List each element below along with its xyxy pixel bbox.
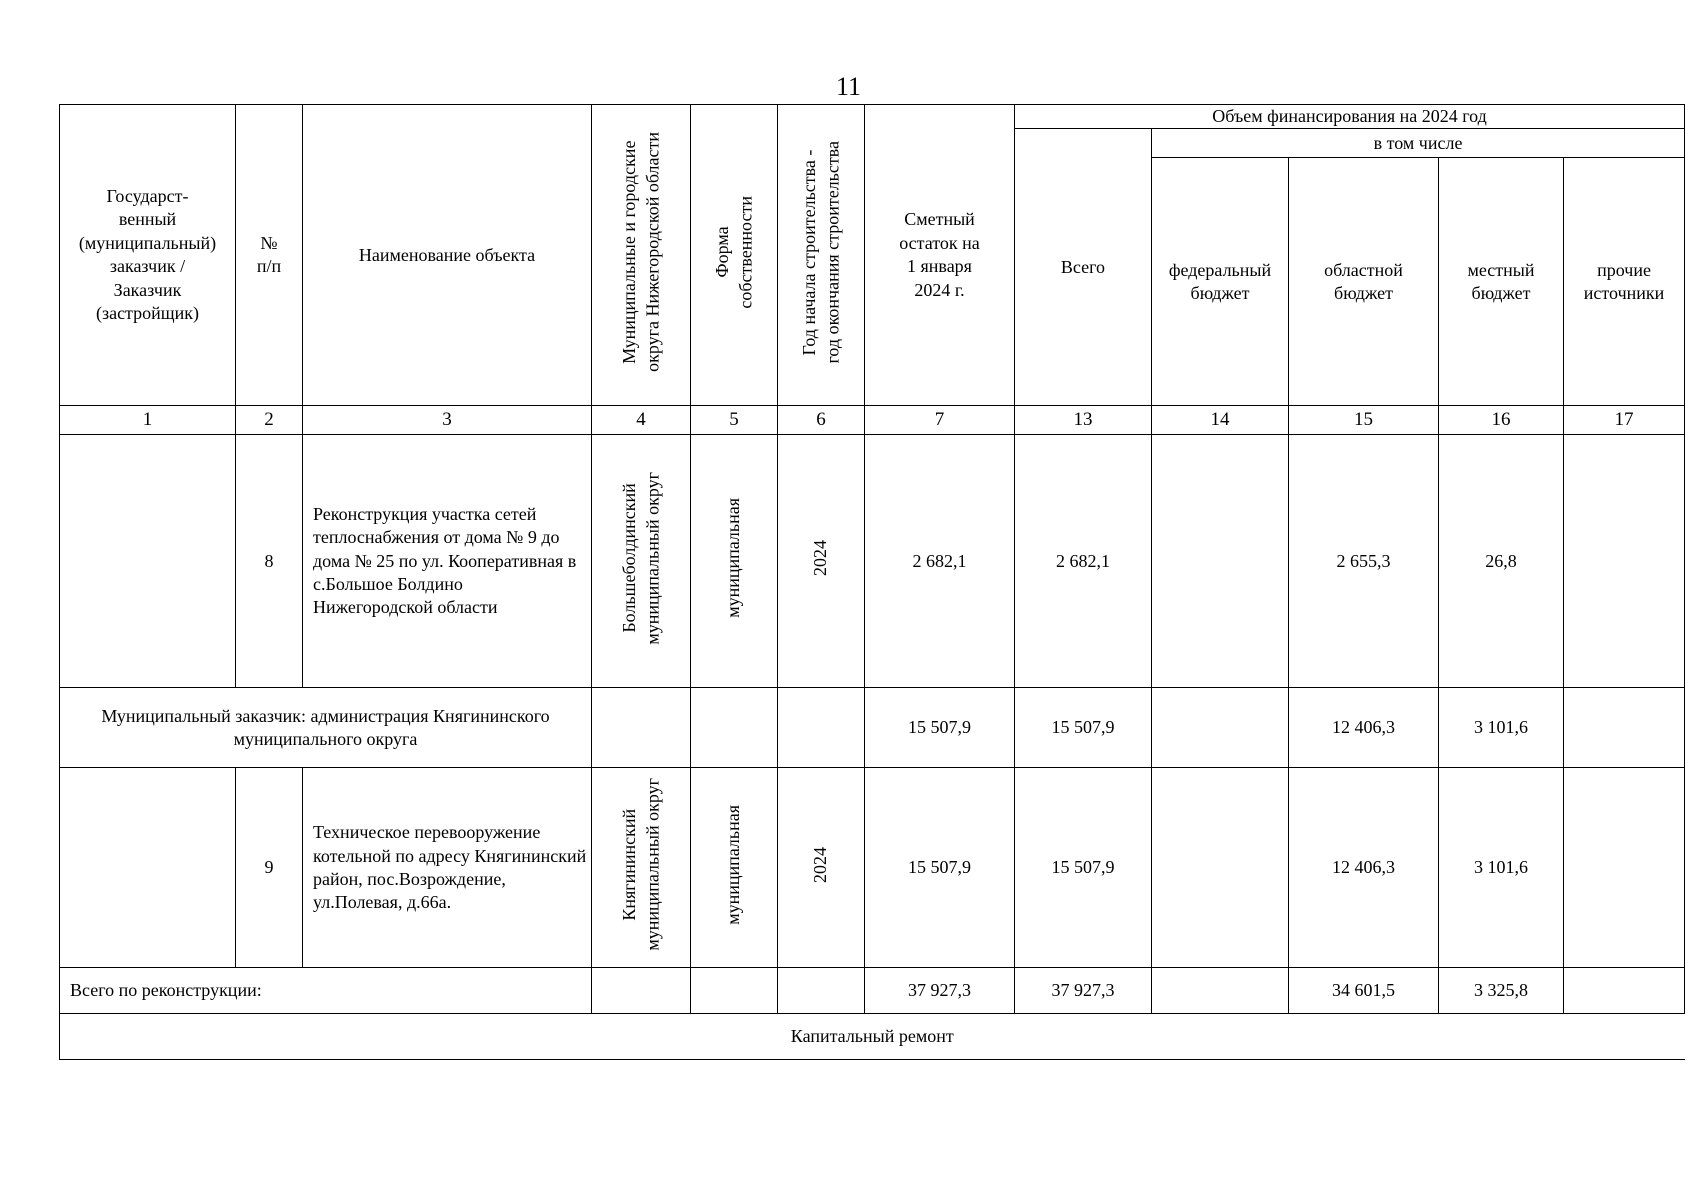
empty-cell bbox=[592, 688, 691, 768]
estimated-balance: 2 682,1 bbox=[865, 435, 1015, 688]
header-funding-volume: Объем финансирования на 2024 год bbox=[1015, 105, 1685, 129]
financing-table bbox=[59, 104, 1685, 1060]
header-ownership: Форма собственности bbox=[691, 105, 778, 406]
customer-cell bbox=[60, 435, 236, 688]
column-number: 5 bbox=[691, 406, 778, 435]
other-amount bbox=[1564, 968, 1685, 1014]
table-row bbox=[60, 435, 1685, 688]
header-including: в том числе bbox=[1152, 129, 1685, 158]
column-number: 17 bbox=[1564, 406, 1685, 435]
total-amount: 37 927,3 bbox=[1015, 968, 1152, 1014]
column-number: 1 bbox=[60, 406, 236, 435]
section-title: Капитальный ремонт bbox=[60, 1014, 1685, 1060]
estimated-balance: 37 927,3 bbox=[865, 968, 1015, 1014]
header-object-name: Наименование объекта bbox=[303, 105, 592, 406]
header-other-sources: прочие источники bbox=[1564, 158, 1685, 406]
ownership: муниципальная bbox=[691, 768, 778, 968]
header-estimated-balance: Сметный остаток на 1 января 2024 г. bbox=[865, 105, 1015, 406]
other-amount bbox=[1564, 435, 1685, 688]
other-amount bbox=[1564, 768, 1685, 968]
regional-amount: 12 406,3 bbox=[1289, 688, 1439, 768]
federal-amount bbox=[1152, 435, 1289, 688]
empty-cell bbox=[691, 688, 778, 768]
column-number: 2 bbox=[236, 406, 303, 435]
object-name: Реконструкция участка сетей теплоснабжения от дома № 9 до дома № 25 по ул. Кооперативная в с.Большое Болдино Нижегородской области bbox=[303, 435, 592, 688]
other-amount bbox=[1564, 688, 1685, 768]
column-number: 14 bbox=[1152, 406, 1289, 435]
ownership: муниципальная bbox=[691, 435, 778, 688]
column-number: 13 bbox=[1015, 406, 1152, 435]
federal-amount bbox=[1152, 968, 1289, 1014]
federal-amount bbox=[1152, 768, 1289, 968]
municipality: Большеболдинский муниципальный округ bbox=[592, 435, 691, 688]
construction-years: 2024 bbox=[778, 435, 865, 688]
header-number: № п/п bbox=[236, 105, 303, 406]
local-amount: 3 101,6 bbox=[1439, 688, 1564, 768]
item-number: 8 bbox=[236, 435, 303, 688]
estimated-balance: 15 507,9 bbox=[865, 688, 1015, 768]
column-number: 4 bbox=[592, 406, 691, 435]
regional-amount: 12 406,3 bbox=[1289, 768, 1439, 968]
empty-cell bbox=[778, 688, 865, 768]
header-federal-budget: федеральный бюджет bbox=[1152, 158, 1289, 406]
regional-amount: 2 655,3 bbox=[1289, 435, 1439, 688]
customer-cell bbox=[60, 768, 236, 968]
total-amount: 15 507,9 bbox=[1015, 768, 1152, 968]
customer-label: Муниципальный заказчик: администрация Княгининского муниципального округа bbox=[60, 688, 592, 768]
regional-amount: 34 601,5 bbox=[1289, 968, 1439, 1014]
item-number: 9 bbox=[236, 768, 303, 968]
column-number: 3 bbox=[303, 406, 592, 435]
header-regional-budget: областной бюджет bbox=[1289, 158, 1439, 406]
construction-years: 2024 bbox=[778, 768, 865, 968]
local-amount: 3 325,8 bbox=[1439, 968, 1564, 1014]
empty-cell bbox=[691, 968, 778, 1014]
section-row bbox=[60, 1014, 1685, 1060]
column-number: 15 bbox=[1289, 406, 1439, 435]
customer-row bbox=[60, 688, 1685, 768]
local-amount: 3 101,6 bbox=[1439, 768, 1564, 968]
header-customer: Государст- венный (муниципальный) заказчик / Заказчик (застройщик) bbox=[60, 105, 236, 406]
page-number: 11 bbox=[835, 72, 862, 101]
header-municipality: Муниципальные и городские округа Нижегородской области bbox=[592, 105, 691, 406]
column-number-row bbox=[60, 406, 1685, 435]
federal-amount bbox=[1152, 688, 1289, 768]
total-amount: 15 507,9 bbox=[1015, 688, 1152, 768]
reconstruction-total-row bbox=[60, 968, 1685, 1014]
local-amount: 26,8 bbox=[1439, 435, 1564, 688]
header-construction-years: Год начала строительства - год окончания строительства bbox=[778, 105, 865, 406]
header-local-budget: местный бюджет bbox=[1439, 158, 1564, 406]
column-number: 7 bbox=[865, 406, 1015, 435]
object-name: Техническое перевооружение котельной по адресу Княгининский район, пос.Возрождение, ул.Полевая, д.66а. bbox=[303, 768, 592, 968]
empty-cell bbox=[778, 968, 865, 1014]
table-row bbox=[60, 768, 1685, 968]
municipality: Княгининский муниципальный округ bbox=[592, 768, 691, 968]
total-amount: 2 682,1 bbox=[1015, 435, 1152, 688]
column-number: 6 bbox=[778, 406, 865, 435]
header-total: Всего bbox=[1015, 129, 1152, 406]
reconstruction-total-label: Всего по реконструкции: bbox=[60, 968, 592, 1014]
column-number: 16 bbox=[1439, 406, 1564, 435]
estimated-balance: 15 507,9 bbox=[865, 768, 1015, 968]
empty-cell bbox=[592, 968, 691, 1014]
